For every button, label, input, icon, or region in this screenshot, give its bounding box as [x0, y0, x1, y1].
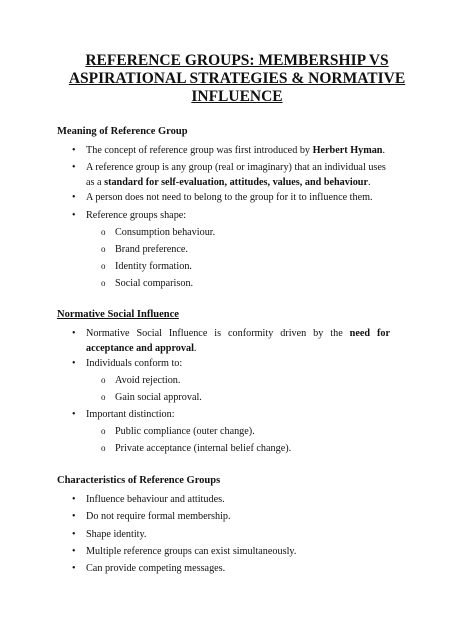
bullet-icon: • — [72, 210, 76, 221]
list-item: • Influence behaviour and attitudes. — [72, 494, 225, 505]
document-title — [40, 52, 434, 106]
sub-bullet-icon: o — [101, 227, 106, 237]
list-item: • Individuals conform to: — [72, 358, 183, 369]
list-item: • Can provide competing messages. — [72, 563, 226, 574]
bullet-icon: • — [72, 511, 76, 522]
sub-bullet-icon: o — [101, 426, 106, 436]
sub-bullet-icon: o — [101, 392, 106, 402]
list-item: • A reference group is any group (real or imaginary) that an individual uses as a standard for self-evaluation, attitudes, values, and behaviour. — [72, 162, 386, 188]
list-item: • Do not require formal membership. — [72, 511, 231, 522]
sub-bullet-icon: o — [101, 261, 106, 271]
sub-list-item: o Public compliance (outer change). — [101, 426, 255, 437]
sub-bullet-icon: o — [101, 375, 106, 385]
list-item: • Normative Social Influence is conformity driven by the need for acceptance and approval. — [72, 328, 390, 354]
bullet-icon: • — [72, 494, 76, 505]
section-heading-normative: Normative Social Influence — [57, 309, 179, 320]
section-heading-characteristics: Characteristics of Reference Groups — [57, 475, 221, 486]
bullet-icon: • — [72, 328, 76, 339]
bullet-icon: • — [72, 162, 76, 173]
title-line-2: ASPIRATIONAL STRATEGIES & NORMATIVE — [68, 70, 406, 87]
list-item: • Reference groups shape: — [72, 210, 187, 221]
sub-list-item: o Avoid rejection. — [101, 375, 181, 386]
sub-bullet-icon: o — [101, 244, 106, 254]
bullet-icon: • — [72, 358, 76, 369]
bullet-icon: • — [72, 192, 76, 203]
section-heading-meaning: Meaning of Reference Group — [57, 126, 188, 137]
bullet-icon: • — [72, 546, 76, 557]
sub-list-item: o Social comparison. — [101, 278, 194, 289]
sub-list-item: o Consumption behaviour. — [101, 227, 216, 238]
list-item: • A person does not need to belong to the group for it to influence them. — [72, 192, 373, 203]
list-item: • Shape identity. — [72, 529, 147, 540]
bullet-icon: • — [72, 145, 76, 156]
list-item: • Multiple reference groups can exist simultaneously. — [72, 546, 297, 557]
list-item: • Important distinction: — [72, 409, 175, 420]
title-line-1: REFERENCE GROUPS: MEMBERSHIP VS — [85, 52, 389, 69]
sub-list-item: o Private acceptance (internal belief change). — [101, 443, 292, 454]
bullet-icon: • — [72, 409, 76, 420]
sub-bullet-icon: o — [101, 278, 106, 288]
sub-list-item: o Identity formation. — [101, 261, 192, 272]
title-line-3: INFLUENCE — [191, 88, 283, 105]
sub-list-item: o Gain social approval. — [101, 392, 202, 403]
bullet-icon: • — [72, 563, 76, 574]
sub-bullet-icon: o — [101, 443, 106, 453]
sub-list-item: o Brand preference. — [101, 244, 188, 255]
list-item: • The concept of reference group was first introduced by Herbert Hyman. — [72, 145, 386, 156]
bullet-icon: • — [72, 529, 76, 540]
